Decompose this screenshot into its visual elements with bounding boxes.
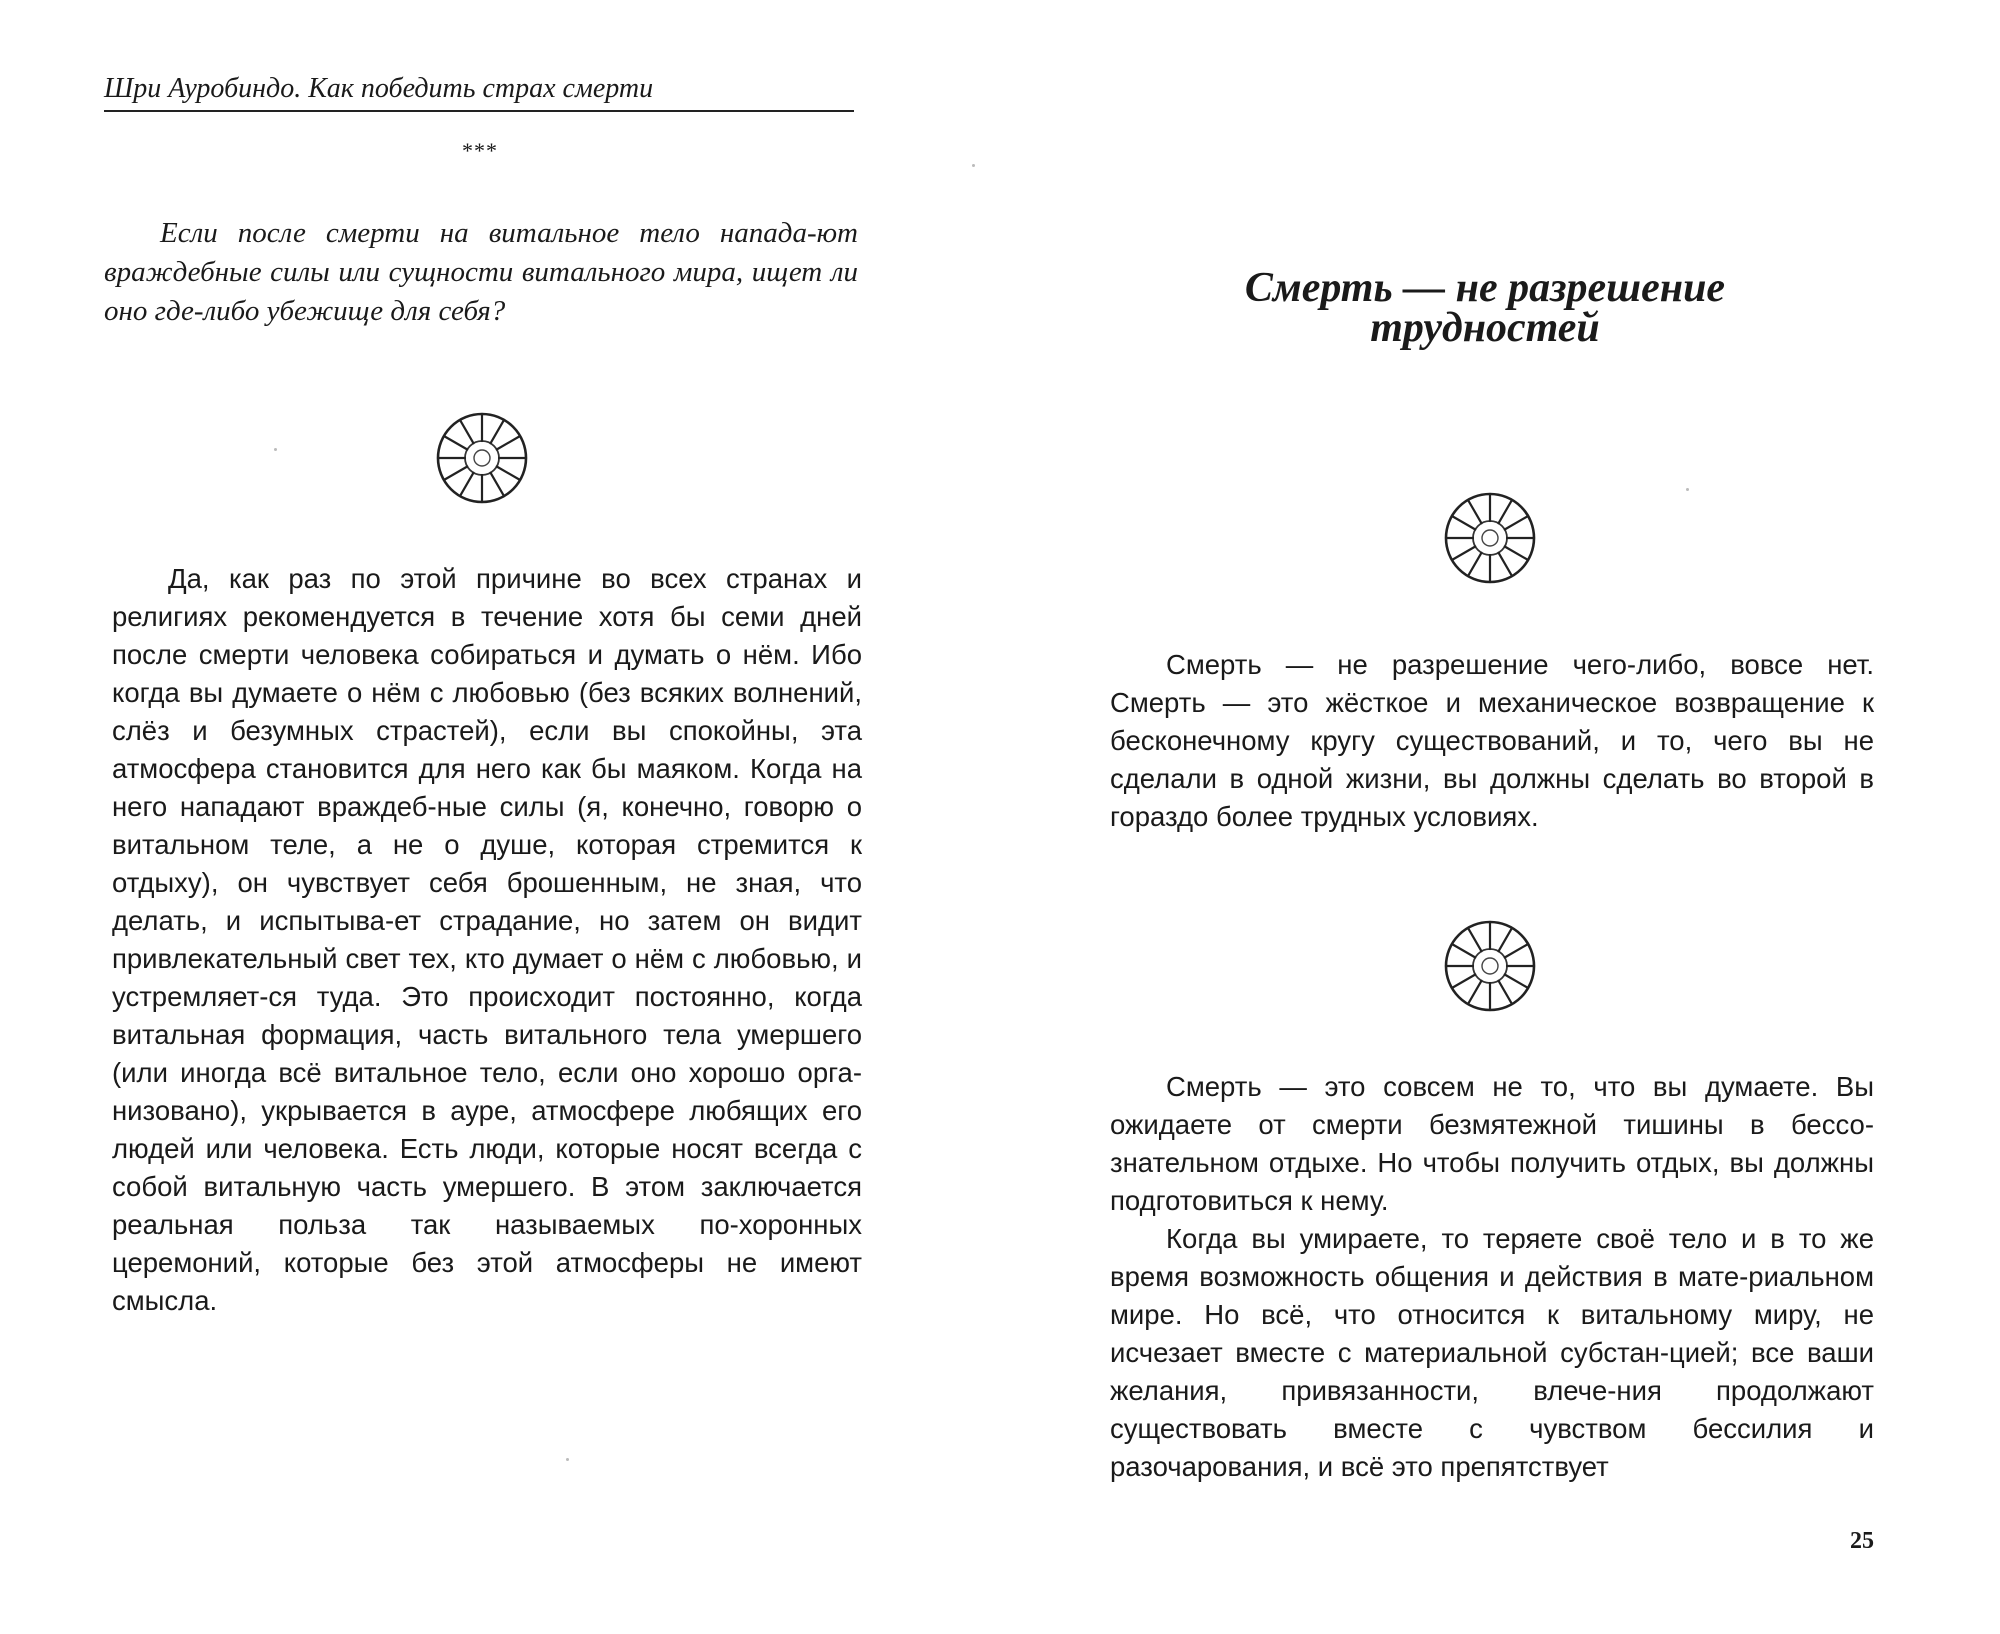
- wheel-ornament-icon: [1440, 916, 1540, 1016]
- print-speck: [274, 448, 277, 451]
- paragraph-1: Смерть — не разрешение чего-либо, вовсе нет. Смерть — это жёсткое и механическое возвращение к бесконечному кругу существований, и то, чего вы не сделали в одной жизни, вы должны сделать во второй в гораздо более трудных условиях.: [1110, 649, 1874, 832]
- chapter-title-line2: трудностей: [1370, 305, 1600, 351]
- wheel-ornament-icon: [432, 408, 532, 508]
- page-number: 25: [1850, 1528, 1874, 1554]
- question-paragraph: Если после смерти на витальное тело напада-ют враждебные силы или сущности витального мира, ищет ли оно где-либо убежище для себя?: [104, 217, 858, 327]
- section-separator: ***: [462, 138, 498, 163]
- running-header: Шри Ауробиндо. Как победить страх смерти: [104, 72, 854, 112]
- answer-paragraph: Да, как раз по этой причине во всех странах и религиях рекомендуется в течение хотя бы семи дней после смерти человека собираться и думать о нём. Ибо когда вы думаете о нём с любовью (без всяких волнений, слёз и безумных страстей), если вы спокойны, эта атмосфера становится для него как бы маяком. Когда на него нападают враждеб-ные силы (я, конечно, говорю о витальном теле, а не о душе, которая стремится к отдыху), он чувствует себя брошенным, не зная, что делать, и испытыва-ет страдание, но затем он видит привлекательный свет тех, кто думает о нём с любовью, и устремляет-ся туда. Это происходит постоянно, когда витальная формация, часть витального тела умершего (или иногда всё витальное тело, если оно хорошо орга-низовано), укрывается в ауре, атмосфере любящих его людей или человека. Есть люди, которые носят всегда с собой витальную часть умершего. В этом заключается реальная польза так называемых по-хоронных церемоний, которые без этой атмосферы не имеют смысла.: [112, 563, 862, 1316]
- wheel-ornament-icon: [1440, 488, 1540, 588]
- paragraph-2: Смерть — это совсем не то, что вы думаете. Вы ожидаете от смерти безмятежной тишины в бессо-знательном отдыхе. Но чтобы получить отдых, вы должны подготовиться к нему.: [1110, 1071, 1874, 1216]
- chapter-title: [1160, 265, 1810, 351]
- print-speck: [972, 164, 975, 167]
- right-page: [1000, 0, 2000, 1634]
- print-speck: [1686, 488, 1689, 491]
- chapter-title-line1: Смерть — не разрешение: [1244, 265, 1726, 311]
- paragraph-3: Когда вы умираете, то теряете своё тело и в то же время возможность общения и действия в мате-риальном мире. Но всё, что относится к витальному миру, не исчезает вместе с материальной субстан-цией; все ваши желания, привязанности, влече-ния продолжают существовать вместе с чувством бессилия и разочарования, и всё это препятствует: [1110, 1223, 1874, 1482]
- print-speck: [566, 1458, 569, 1461]
